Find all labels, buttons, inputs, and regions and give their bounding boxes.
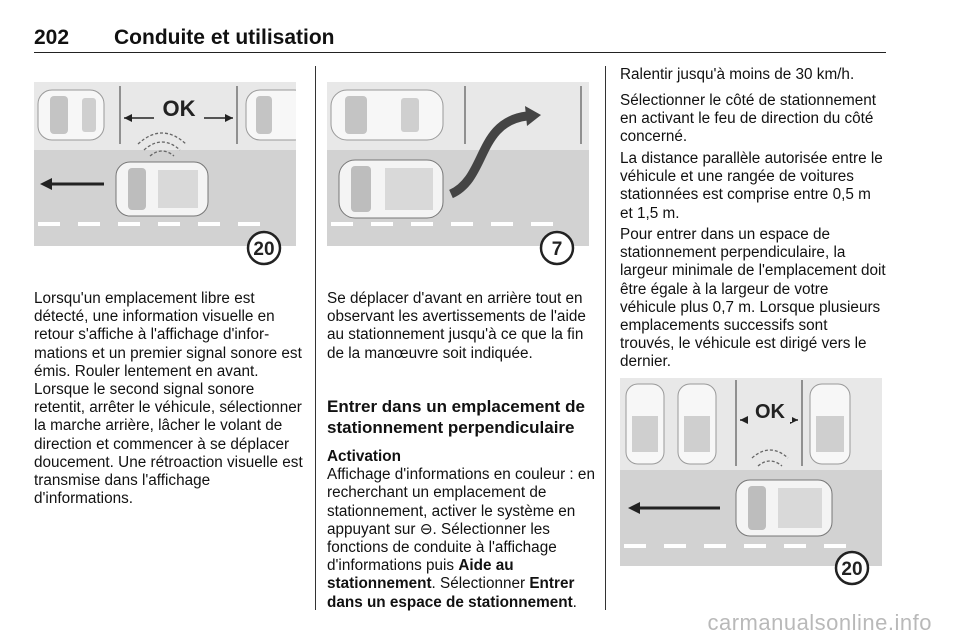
figure-number-badge — [836, 552, 868, 584]
col3-paragraph-4: Pour entrer dans un espace de stationnement perpendiculaire, la largeur minimale de l'emplacement doit être égale à la largeur de votre véhicule plus 0,7 m. Lorsque plusieurs emplacements successifs sont trouvés, le véhicule est dirigé vers le dernier. — [620, 226, 886, 371]
page-number: 202 — [34, 26, 70, 49]
ok-label: OK — [755, 401, 785, 423]
col3-paragraph-2: Sélectionner le côté de stationnement en activant le feu de direction du côté concerné. — [620, 92, 876, 146]
col3-paragraph-3: La distance parallèle autorisée entre le véhicule et une rangée de voitures stationnées est comprise entre 0,5 m et 1,5 m. — [620, 150, 883, 222]
chapter-title: Conduite et utilisation — [114, 26, 335, 49]
figure-number: 20 — [841, 559, 863, 580]
figure-perpendicular-maneuver — [327, 78, 589, 274]
p2-bold-1: Aide au stationnement — [327, 557, 514, 593]
p2-bold-2: Entrer dans un espace de stationnement — [327, 575, 575, 611]
watermark: carmanualsonline.info — [707, 610, 932, 635]
figure-perpendicular-search — [620, 376, 882, 590]
figure-number-badge — [541, 232, 573, 264]
parked-car-left-icon — [38, 90, 104, 140]
column-divider-2 — [605, 66, 606, 610]
section-heading: Entrer dans un emplacement de stationnement perpendiculaire — [327, 397, 585, 437]
subheading-activation: Activation — [327, 448, 401, 465]
p2-text-a: Affichage d'informations en couleur : en recherchant un emplacement de stationnement, activer le système en appuyant sur — [327, 466, 595, 538]
figure-number: 20 — [253, 239, 275, 260]
ok-label: OK — [162, 96, 196, 121]
column-divider-1 — [315, 66, 316, 610]
parking-assist-icon: ⊖ — [419, 520, 433, 538]
figure-number-badge — [248, 232, 280, 264]
parked-car-right-icon — [246, 90, 296, 140]
col2-paragraph-2 — [327, 448, 595, 612]
p2-text-b: . Sélectionner les fonctions de conduite à l'affichage d'informations puis — [327, 520, 557, 575]
parked-car-left-icon — [331, 90, 443, 140]
col1-paragraph-1: Lorsqu'un emplacement libre est détecté, une information visuelle en retour s'affiche à l'affichage d'informations et un premier signal sonore est émis. Rouler lentement en avant. Lorsque le second signal sonore retentit, arrêter le véhicule, sélectionner la marche arrière, lâcher le volant de direction et commencer à se déplacer doucement. Une rétroaction visuelle est transmise dans l'affichage d'informations. — [34, 290, 303, 508]
figure-number: 7 — [551, 239, 563, 260]
col3-paragraph-1: Ralentir jusqu'à moins de 30 km/h. — [620, 66, 855, 83]
moving-car-icon — [116, 162, 208, 216]
col2-paragraph-1: Se déplacer d'avant en arrière tout en observant les avertissements de l'aide au stationnement jusqu'à ce que la fin de la manœuvre soit indiquée. — [327, 290, 586, 362]
page-header — [34, 26, 886, 53]
figure-parallel-search — [34, 78, 296, 274]
p2-text-d: . — [572, 593, 577, 611]
maneuvering-car-icon — [339, 160, 443, 218]
moving-car-icon — [736, 480, 832, 536]
p2-text-c: . Sélectionner — [431, 575, 530, 593]
